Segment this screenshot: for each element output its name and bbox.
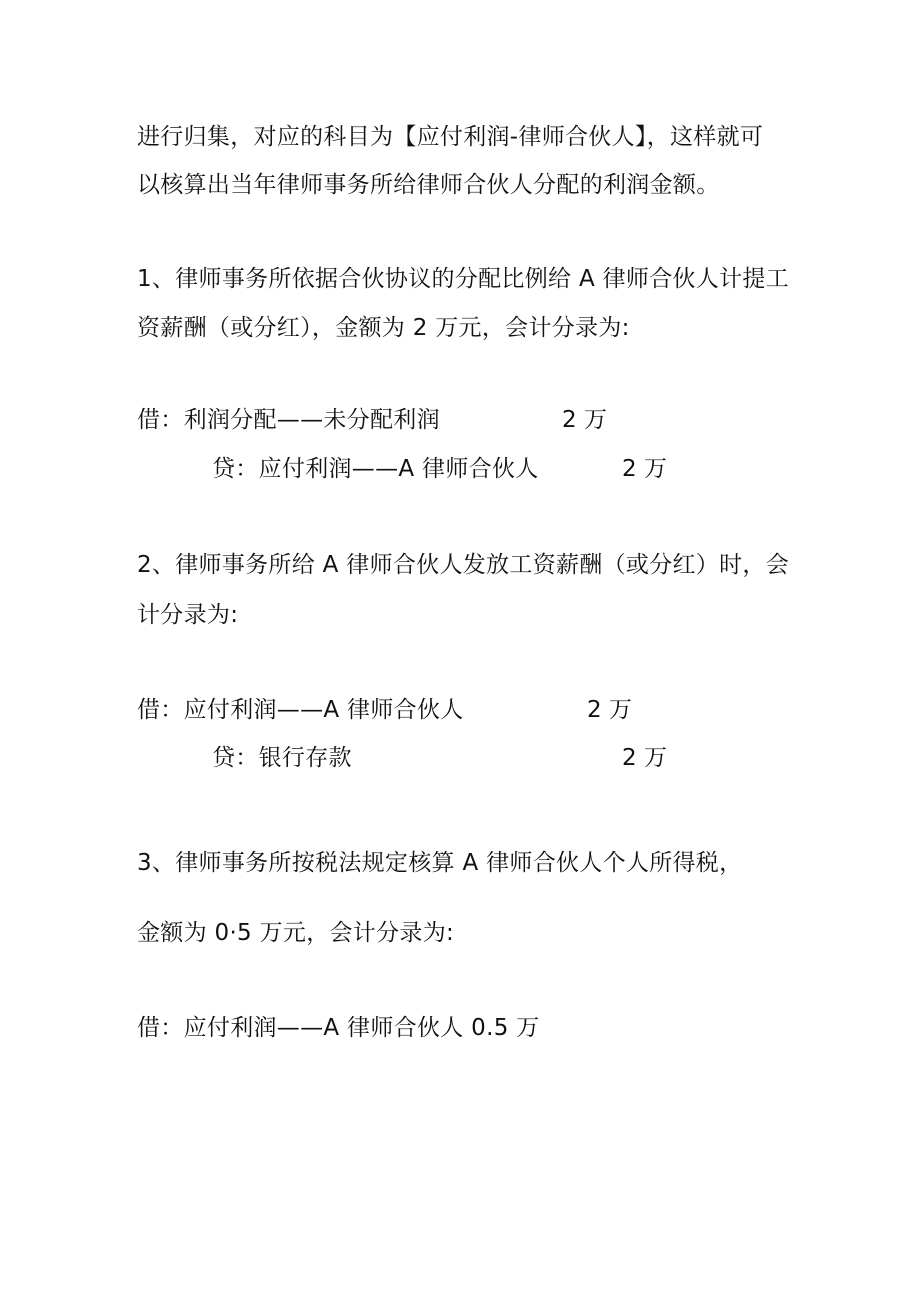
item1-debit-amount: 2 万 [562,407,607,433]
item1-line-2: 资薪酬（或分红），金额为 2 万元，会计分录为: [137,315,630,341]
item3-line-2: 金额为 0·5 万元，会计分录为: [137,920,455,946]
item2-debit-account: 借：应付利润——A 律师合伙人 [137,697,464,723]
item1-credit-amount: 2 万 [622,456,667,482]
item2-line-1: 2、律师事务所给 A 律师合伙人发放工资薪酬（或分红）时，会 [137,552,789,578]
item3-debit-entry: 借：应付利润——A 律师合伙人 0.5 万 [137,1015,540,1041]
item1-line-1: 1、律师事务所依据合伙协议的分配比例给 A 律师合伙人计提工 [137,266,789,292]
intro-line-1: 进行归集，对应的科目为【应付利润-律师合伙人】，这样就可 [137,124,764,150]
item1-debit-account: 借：利润分配——未分配利润 [137,407,440,433]
item1-credit-account: 贷：应付利润——A 律师合伙人 [212,456,539,482]
item2-debit-amount: 2 万 [587,697,632,723]
intro-line-2: 以核算出当年律师事务所给律师合伙人分配的利润金额。 [137,172,720,198]
item3-line-1: 3、律师事务所按税法规定核算 A 律师合伙人个人所得税， [137,850,743,876]
item2-credit-amount: 2 万 [622,745,667,771]
item2-credit-account: 贷：银行存款 [212,745,352,771]
item2-line-2: 计分录为: [137,602,239,628]
